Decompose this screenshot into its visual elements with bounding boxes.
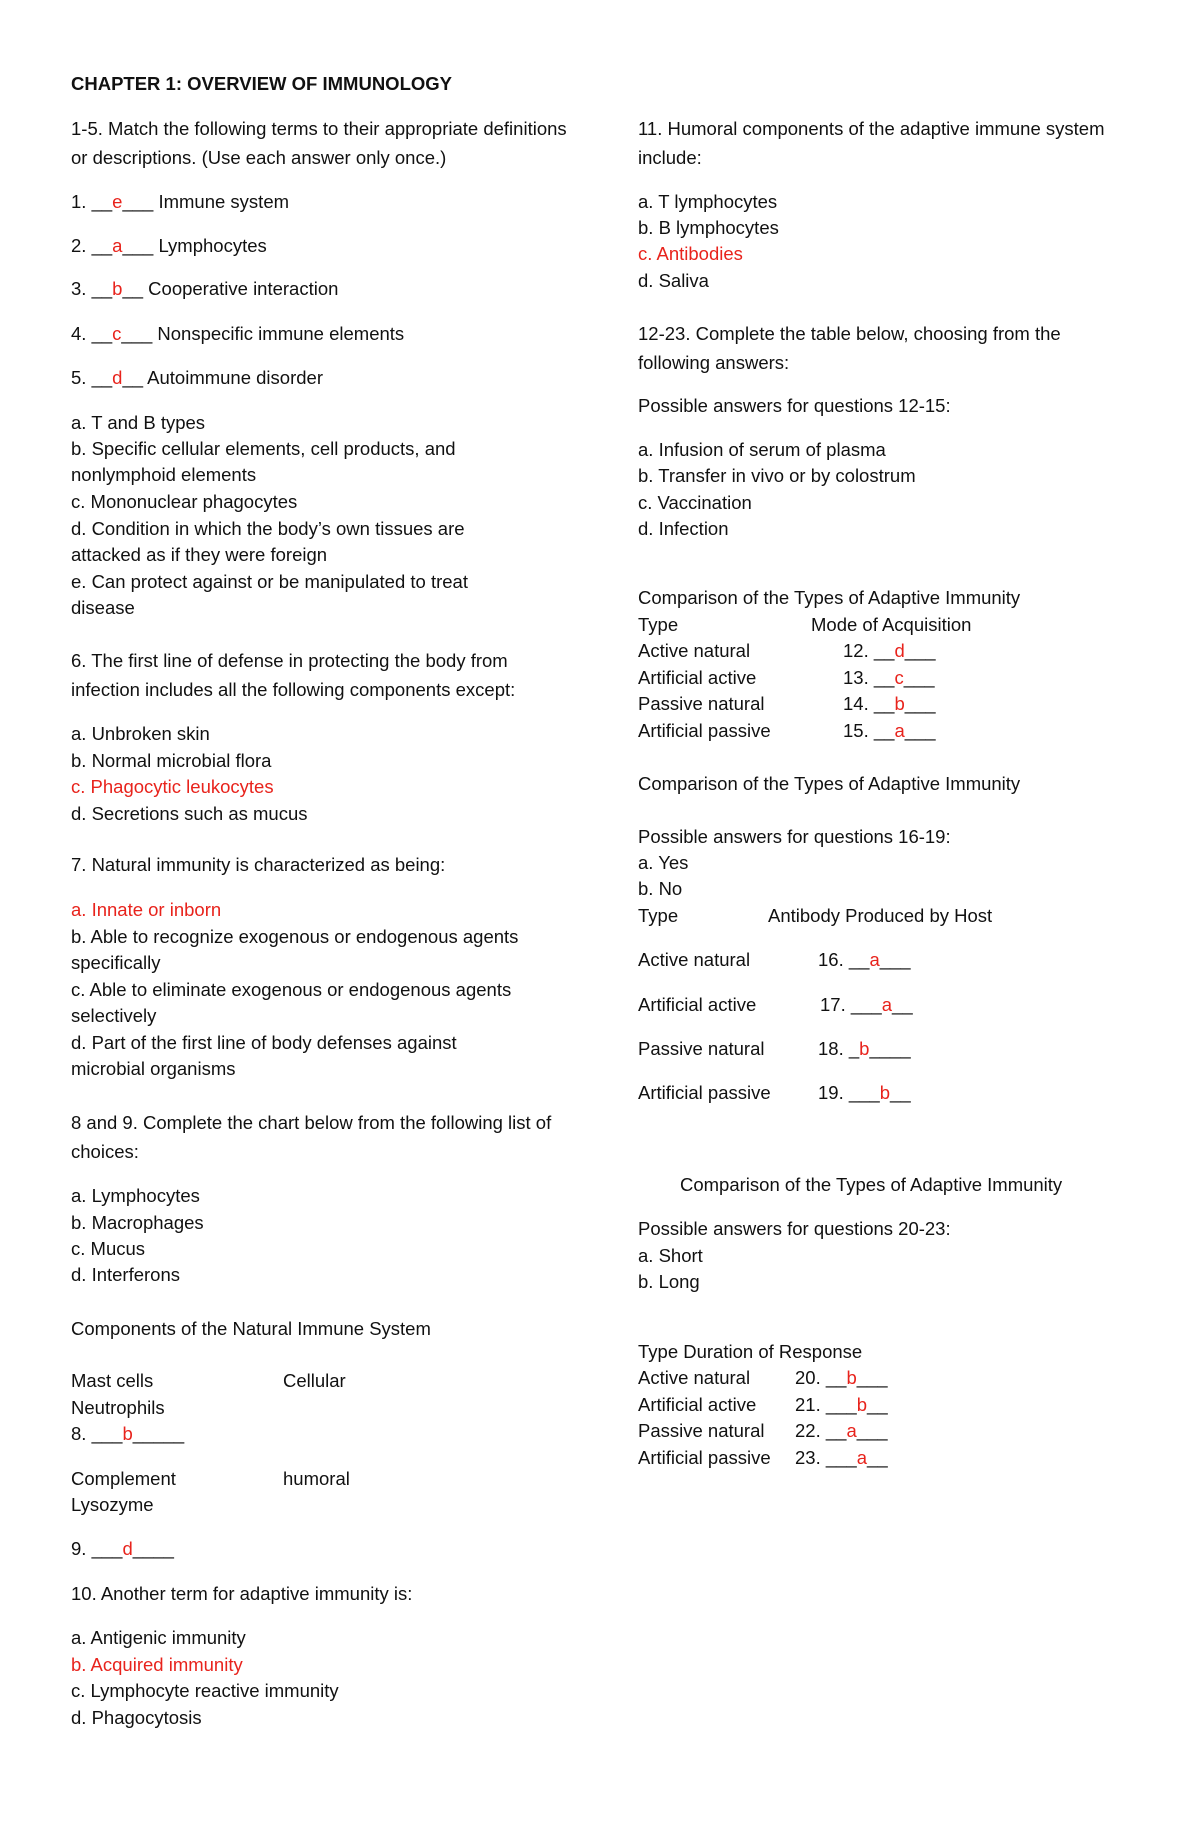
q23-item: 23. ___a__ <box>795 1447 888 1468</box>
answer-8: b <box>122 1423 133 1444</box>
answer-18: b <box>859 1038 870 1059</box>
choice-20-23-a: a. Short <box>638 1245 703 1266</box>
answer-3: b <box>112 278 123 299</box>
q4-item: 4. __c___ Nonspecific immune elements <box>71 323 405 344</box>
q8-9-choice-d: d. Interferons <box>71 1264 181 1285</box>
answer-16: a <box>869 949 880 970</box>
answer-13: c <box>894 667 904 688</box>
answer-20: b <box>846 1367 857 1388</box>
q18-item: 18. _b____ <box>818 1038 911 1059</box>
answer-23: a <box>856 1447 868 1468</box>
table1-col-mode: Mode of Acquisition <box>811 614 972 635</box>
q10-choice-a: a. Antigenic immunity <box>71 1627 246 1648</box>
choice-16-19-a: a. Yes <box>638 852 689 873</box>
q6-choice-c: c. Phagocytic leukocytes <box>71 776 274 797</box>
q8-9-choice-b: b. Macrophages <box>71 1212 204 1233</box>
table3-row-type: Artificial passive <box>638 1447 771 1468</box>
choice-16-19-b: b. No <box>638 878 683 899</box>
table3-row-type: Active natural <box>638 1367 751 1388</box>
answer-21: b <box>856 1394 868 1415</box>
q3-item: 3. __b__ Cooperative interaction <box>71 278 339 299</box>
answer-15: a <box>894 720 905 741</box>
q1-5-choice-b: b. Specific cellular elements, cell products, and nonlymphoid elements <box>71 438 456 485</box>
q22-item: 22. __a___ <box>795 1420 888 1441</box>
q10-text: 10. Another term for adaptive immunity is: <box>71 1583 413 1604</box>
q7-choice-b: b. Able to recognize exogenous or endogenous agents specifically <box>71 926 519 973</box>
q1-5-choice-e: e. Can protect against or be manipulated to treat disease <box>71 571 468 618</box>
table1-row-type: Artificial active <box>638 667 757 688</box>
q11-text: 11. Humoral components of the adaptive immune system include: <box>638 118 1105 168</box>
q5-item: 5. __d__ Autoimmune disorder <box>71 367 323 388</box>
q8-9-choice-a: a. Lymphocytes <box>71 1185 200 1206</box>
q1-item: 1. __e___ Immune system <box>71 191 290 212</box>
chart-lysozyme: Lysozyme <box>71 1494 154 1515</box>
table2-row-type: Artificial active <box>638 994 757 1015</box>
answer-2: a <box>112 235 123 256</box>
q21-item: 21. ___b__ <box>795 1394 888 1415</box>
table2-row-type: Artificial passive <box>638 1082 771 1103</box>
q11-choice-d: d. Saliva <box>638 270 709 291</box>
q6-choice-b: b. Normal microbial flora <box>71 750 272 771</box>
answer-19: b <box>879 1082 891 1103</box>
q8-9-choice-c: c. Mucus <box>71 1238 146 1259</box>
q10-choice-b: b. Acquired immunity <box>71 1654 243 1675</box>
table1-title: Comparison of the Types of Adaptive Immunity <box>638 587 1021 608</box>
choice-12-15-b: b. Transfer in vivo or by colostrum <box>638 465 916 486</box>
q16-item: 16. __a___ <box>818 949 911 970</box>
table2-row-type: Passive natural <box>638 1038 765 1059</box>
q14-item: 14. __b___ <box>843 693 936 714</box>
possible-16-19-label: Possible answers for questions 16-19: <box>638 826 951 847</box>
table3-header: Type Duration of Response <box>638 1341 863 1362</box>
chart-cellular: Cellular <box>283 1370 346 1391</box>
q9-item: 9. ___d____ <box>71 1538 174 1559</box>
q11-choice-c: c. Antibodies <box>638 243 743 264</box>
q8-item: 8. ___b_____ <box>71 1423 185 1444</box>
table3-row-type: Artificial active <box>638 1394 757 1415</box>
q6-choice-a: a. Unbroken skin <box>71 723 210 744</box>
q1-5-choice-c: c. Mononuclear phagocytes <box>71 491 298 512</box>
possible-20-23-label: Possible answers for questions 20-23: <box>638 1218 951 1239</box>
choice-12-15-c: c. Vaccination <box>638 492 752 513</box>
chart-humoral: humoral <box>283 1468 350 1489</box>
q7-choice-c: c. Able to eliminate exogenous or endogenous agents selectively <box>71 979 512 1026</box>
choice-20-23-b: b. Long <box>638 1271 700 1292</box>
q7-choice-a: a. Innate or inborn <box>71 899 222 920</box>
q15-item: 15. __a___ <box>843 720 936 741</box>
answer-22: a <box>846 1420 857 1441</box>
q20-item: 20. __b___ <box>795 1367 888 1388</box>
table1-row-type: Active natural <box>638 640 751 661</box>
table1-col-type: Type <box>638 614 679 635</box>
q6-text: 6. The first line of defense in protecting the body from infection includes all the following components except: <box>71 650 516 700</box>
table2-col-antibody: Antibody Produced by Host <box>768 905 993 926</box>
q11-choice-b: b. B lymphocytes <box>638 217 779 238</box>
answer-17: a <box>881 994 893 1015</box>
table3-row-type: Passive natural <box>638 1420 765 1441</box>
answer-14: b <box>894 693 905 714</box>
chart-mast-cells: Mast cells <box>71 1370 154 1391</box>
table1-row-type: Artificial passive <box>638 720 771 741</box>
q17-item: 17. ___a__ <box>820 994 913 1015</box>
q1-5-intro: 1-5. Match the following terms to their appropriate definitions or descriptions. (Use each answer only once.) <box>71 118 567 168</box>
natural-immune-chart-title: Components of the Natural Immune System <box>71 1318 431 1339</box>
q7-text: 7. Natural immunity is characterized as being: <box>71 854 446 875</box>
choice-12-15-a: a. Infusion of serum of plasma <box>638 439 886 460</box>
q19-item: 19. ___b__ <box>818 1082 911 1103</box>
q2-item: 2. __a___ Lymphocytes <box>71 235 267 256</box>
answer-12: d <box>894 640 905 661</box>
q6-choice-d: d. Secretions such as mucus <box>71 803 308 824</box>
q12-item: 12. __d___ <box>843 640 936 661</box>
q1-5-choice-a: a. T and B types <box>71 412 206 433</box>
q7-choice-d: d. Part of the first line of body defenses against microbial organisms <box>71 1032 457 1079</box>
answer-9: d <box>122 1538 133 1559</box>
q11-choice-a: a. T lymphocytes <box>638 191 778 212</box>
possible-12-15-label: Possible answers for questions 12-15: <box>638 395 951 416</box>
q1-5-choice-d: d. Condition in which the body’s own tissues are attacked as if they were foreign <box>71 518 465 565</box>
q10-choice-d: d. Phagocytosis <box>71 1707 202 1728</box>
q13-item: 13. __c___ <box>843 667 935 688</box>
table3-title: Comparison of the Types of Adaptive Immunity <box>680 1174 1063 1195</box>
q8-9-text: 8 and 9. Complete the chart below from the following list of choices: <box>71 1112 552 1162</box>
table2-title: Comparison of the Types of Adaptive Immunity <box>638 773 1021 794</box>
q10-choice-c: c. Lymphocyte reactive immunity <box>71 1680 339 1701</box>
answer-4: c <box>112 323 122 344</box>
choice-12-15-d: d. Infection <box>638 518 729 539</box>
table1-row-type: Passive natural <box>638 693 765 714</box>
answer-1: e <box>112 191 123 212</box>
chart-complement: Complement <box>71 1468 176 1489</box>
chart-neutrophils: Neutrophils <box>71 1397 165 1418</box>
table2-col-type: Type <box>638 905 679 926</box>
chapter-title: CHAPTER 1: OVERVIEW OF IMMUNOLOGY <box>71 73 452 94</box>
answer-5: d <box>112 367 123 388</box>
q12-23-text: 12-23. Complete the table below, choosing from the following answers: <box>638 323 1061 373</box>
table2-row-type: Active natural <box>638 949 751 970</box>
